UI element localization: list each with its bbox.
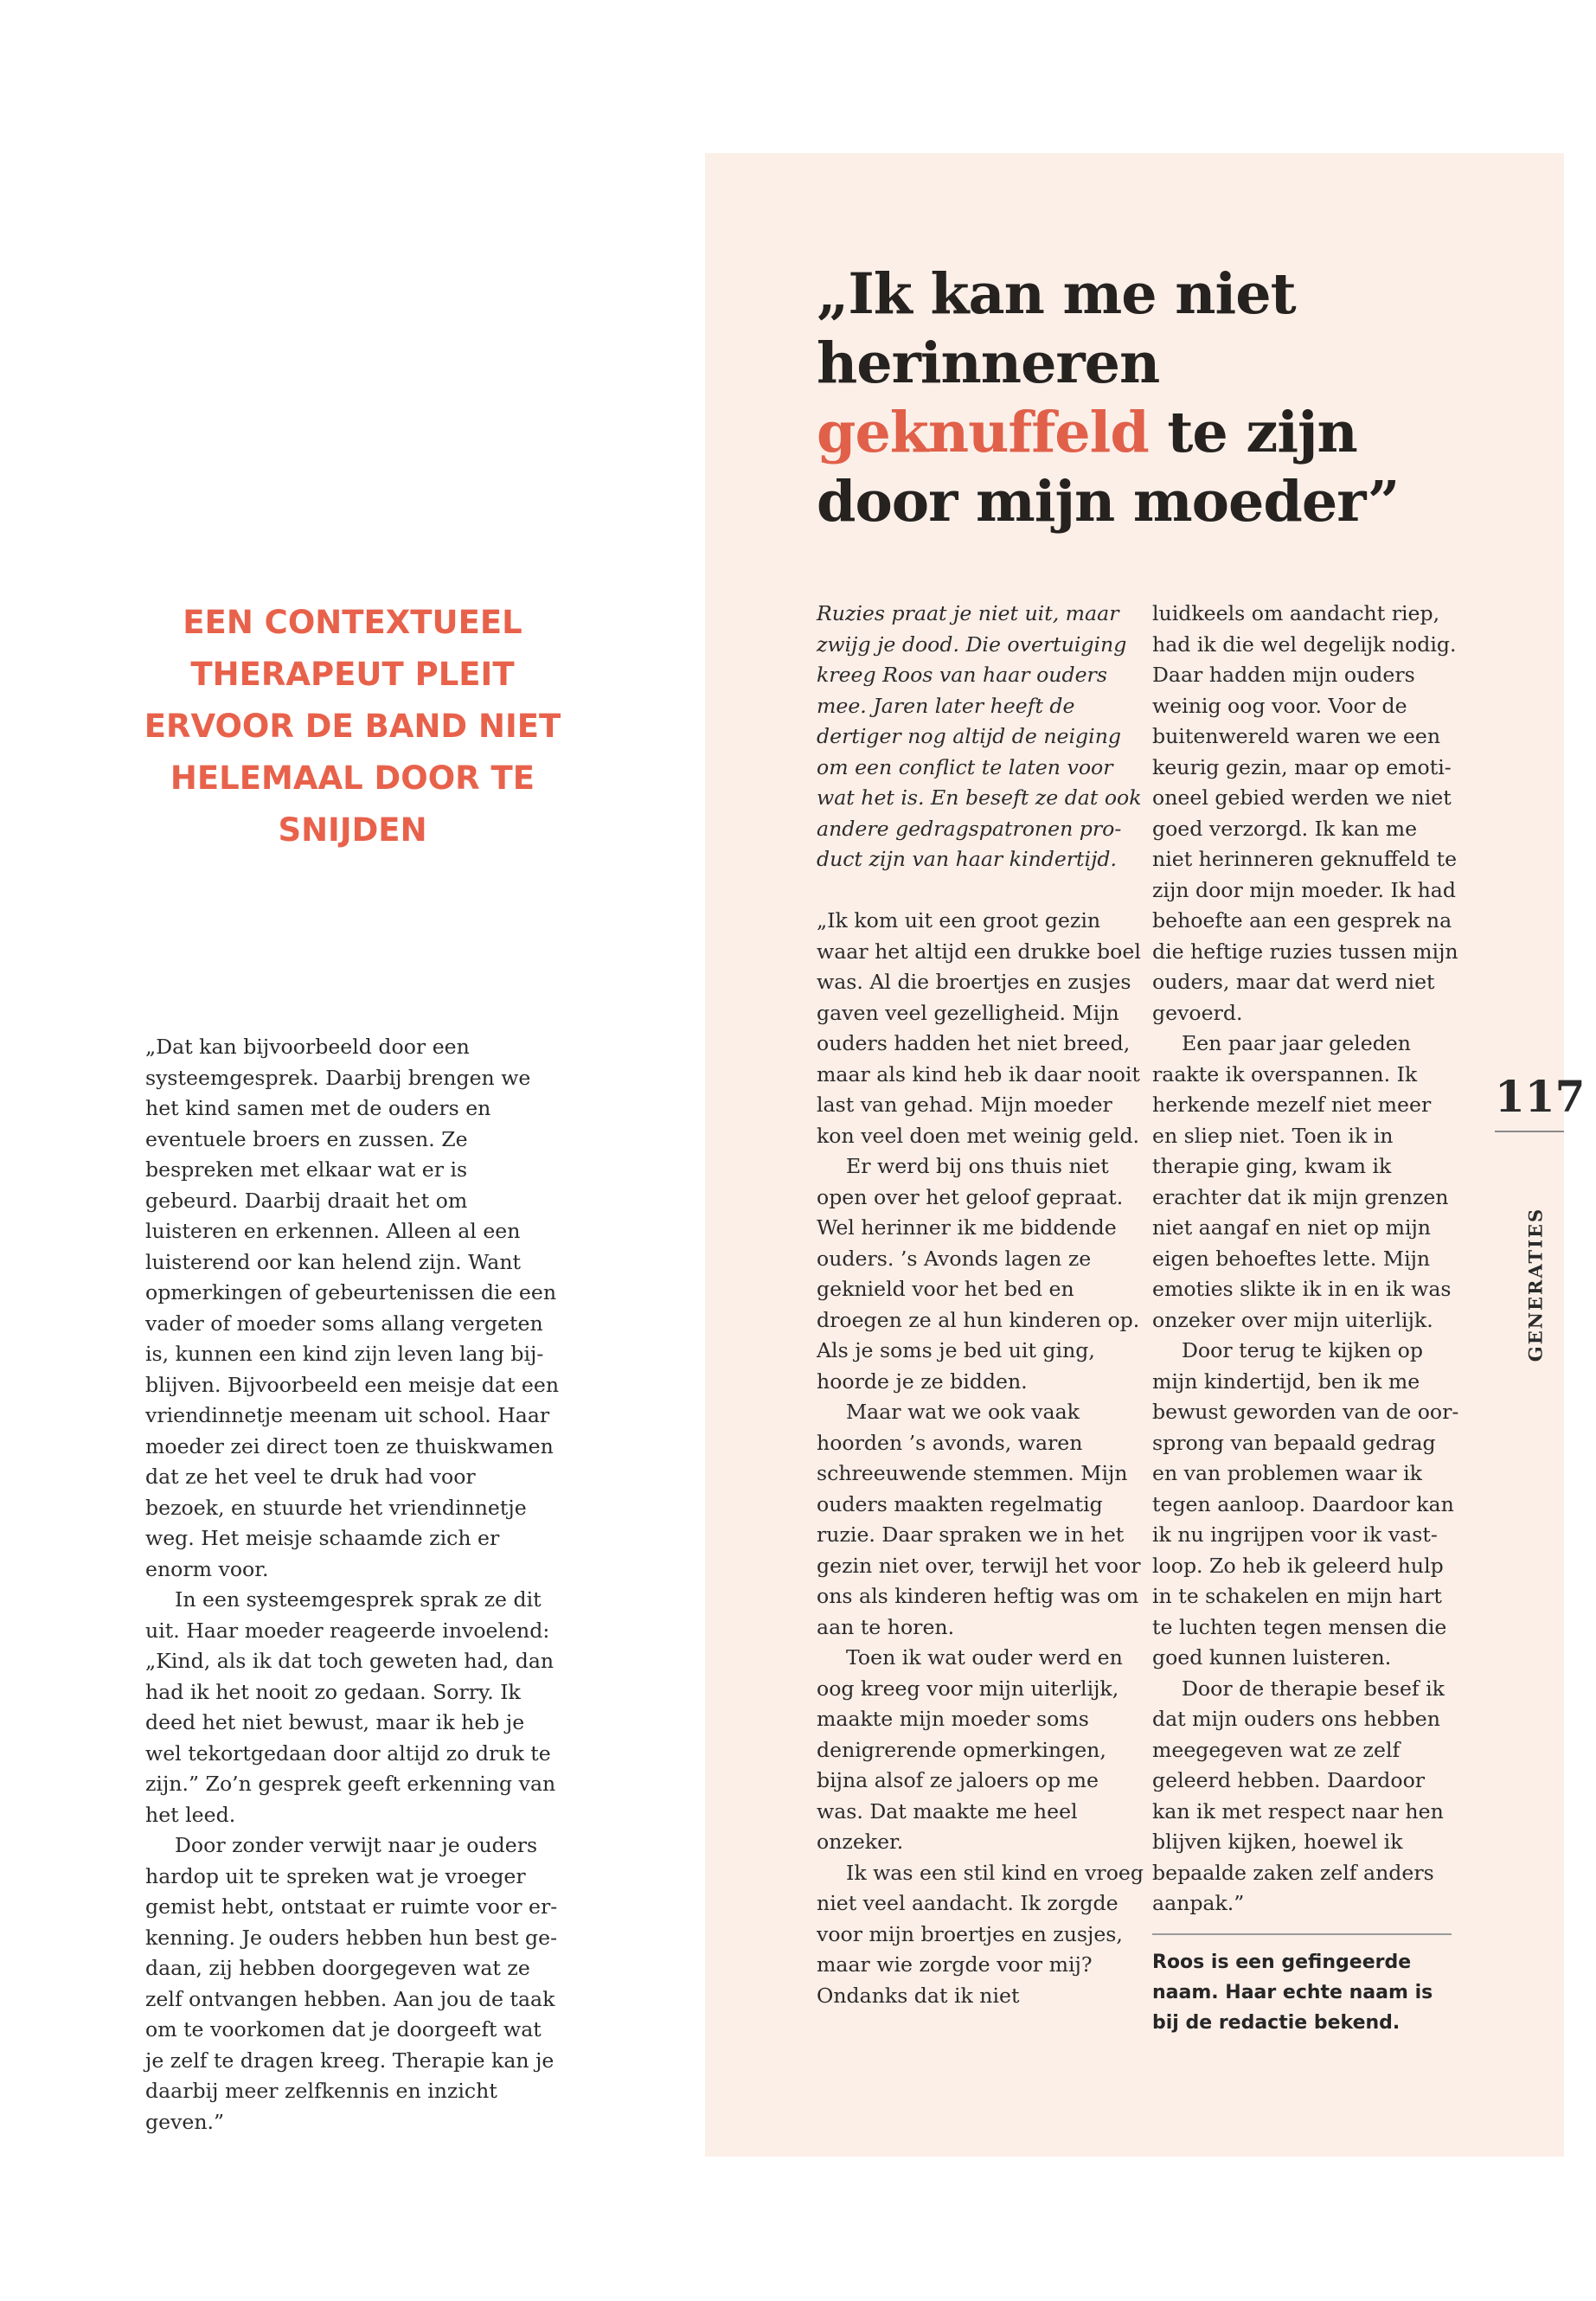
headline <box>817 260 1474 536</box>
left-column <box>145 1032 561 2138</box>
headline-accent-word: geknuffeld <box>817 400 1149 465</box>
page-number-rule <box>1495 1131 1564 1132</box>
article-intro: Ruzies praat je niet uit, maar zwijg je dood. Die overtuiging kreeg Roos van haar ouders mee. Jaren later heeft de dertiger nog altijd de neiging om een conflict te laten voor wat het is. En beseft ze dat ook andere gedragspatronen product zijn van haar kindertijd. <box>817 601 1142 871</box>
left-paragraph-3: Door zonder verwijt naar je ouders hardop uit te spreken wat je vroeger gemist hebt, ontstaat er ruimte voor erkenning. Je ouders hebben hun best gedaan, zij hebben doorgegeven wat ze zelf ontvangen hebben. Aan jou de taak om te voorkomen dat je doorgeeft wat je zelf te dragen kreeg. Therapie kan je daarbij meer zelfkennis en inzicht geven.” <box>145 1833 558 2134</box>
left-paragraph-1: „Dat kan bijvoorbeeld door een systeemgesprek. Daarbij brengen we het kind samen met de ouders en eventuele broers en zussen. Ze bespreken met elkaar wat er is gebeurd. Daarbij draait het om luisteren en erkennen. Alleen al een luisterend oor kan helend zijn. Want opmerkingen of gebeurtenissen die een vader of moeder soms allang vergeten is, kunnen een kind zijn leven lang bijblijven. Bijvoorbeeld een meisje dat een vriendinnetje meenam uit school. Haar moeder zei direct toen ze thuiskwamen dat ze het veel te druk had voor bezoek, en stuurde het vriendinnetje weg. Het meisje schaamde zich er enorm voor. <box>145 1035 560 1581</box>
middle-paragraph-4: Toen ik wat ouder werd en oog kreeg voor mijn uiterlijk, maakte mijn moeder soms denigrerende opmerkingen, bijna alsof ze jaloers op me was. Dat maakte me heel onzeker. <box>817 1645 1123 1854</box>
right-paragraph-3: Door terug te kijken op mijn kindertijd, ben ik me bewust geworden van de oorsprong van bepaald gedrag en van problemen waar ik tegen aanloop. Daardoor kan ik nu ingrijpen voor ik vastloop. Zo heb ik geleerd hulp in te schakelen en mijn hart te luchten tegen mensen die goed kunnen luisteren. <box>1152 1338 1459 1670</box>
pull-quote: EEN CONTEXTUEEL THERAPEUT PLEIT ERVOOR DE BAND NIET HELEMAAL DOOR TE SNIJDEN <box>144 604 561 849</box>
middle-paragraph-3: Maar wat we ook vaak hoorden ’s avonds, waren schreeuwende stemmen. Mijn ouders maakten regelmatig ruzie. Daar spraken we in het gezin niet over, terwijl het voor ons als kinderen heftig was om aan te horen. <box>817 1400 1141 1639</box>
right-paragraph-1: luidkeels om aandacht riep, had ik die wel degelijk nodig. Daar hadden mijn ouders weinig oog voor. Voor de buitenwereld waren we een keurig gezin, maar op emotioneel gebied werden we niet goed verzorgd. Ik kan me niet herinneren geknuffeld te zijn door mijn moeder. Ik had behoefte aan een gesprek na die heftige ruzies tussen mijn ouders, maar dat werd niet gevoerd. <box>1152 601 1458 1025</box>
note-divider <box>1152 1933 1452 1935</box>
middle-column <box>817 599 1144 2011</box>
middle-paragraph-5: Ik was een stil kind en vroeg niet veel aandacht. Ik zorgde voor mijn broertjes en zusjes, maar wie zorgde voor mij? Ondanks dat ik niet <box>817 1860 1144 2008</box>
left-paragraph-2: In een systeemgesprek sprak ze dit uit. Haar moeder reageerde invoelend: „Kind, als ik dat toch geweten had, dan had ik het nooit zo gedaan. Sorry. Ik deed het niet bewust, maar ik heb je wel tekortgedaan door altijd zo druk te zijn.” Zo’n gesprek geeft erkenning van het leed. <box>145 1587 556 1827</box>
right-column <box>1152 599 1462 2038</box>
headline-part-2: te zijn door mijn moeder” <box>817 400 1400 535</box>
editorial-note: Roos is een gefingeerde naam. Haar echte naam is bij de redactie bekend. <box>1152 1951 1433 2034</box>
right-paragraph-4: Door de therapie besef ik dat mijn ouders ons hebben meegegeven wat ze zelf geleerd hebben. Daardoor kan ik met respect naar hen blijven kijken, hoewel ik bepaalde zaken zelf anders aanpak.” <box>1152 1676 1445 1915</box>
right-paragraph-2: Een paar jaar geleden raakte ik overspannen. Ik herkende mezelf niet meer en sliep niet. Toen ik in therapie ging, kwam ik erachter dat ik mijn grenzen niet aangaf en niet op mijn eigen behoeftes lette. Mijn emoties slikte ik in en ik was onzeker over mijn uiterlijk. <box>1152 1031 1452 1332</box>
middle-paragraph-1: „Ik kom uit een groot gezin waar het altijd een drukke boel was. Al die broertjes en zusjes gaven veel gezelligheid. Mijn ouders hadden het niet breed, maar als kind heb ik daar nooit last van gehad. Mijn moeder kon veel doen met weinig geld. <box>817 908 1141 1148</box>
middle-paragraph-2: Er werd bij ons thuis niet open over het geloof gepraat. Wel herinner ik me biddende ouders. ’s Avonds lagen ze geknield voor het bed en droegen ze al hun kinderen op. Als je soms je bed uit ging, hoorde je ze bidden. <box>817 1154 1140 1394</box>
section-label: GENERATIES <box>1524 1207 1547 1362</box>
headline-part-1: „Ik kan me niet herinneren <box>817 261 1296 396</box>
page-number: 117 <box>1495 1071 1586 1122</box>
